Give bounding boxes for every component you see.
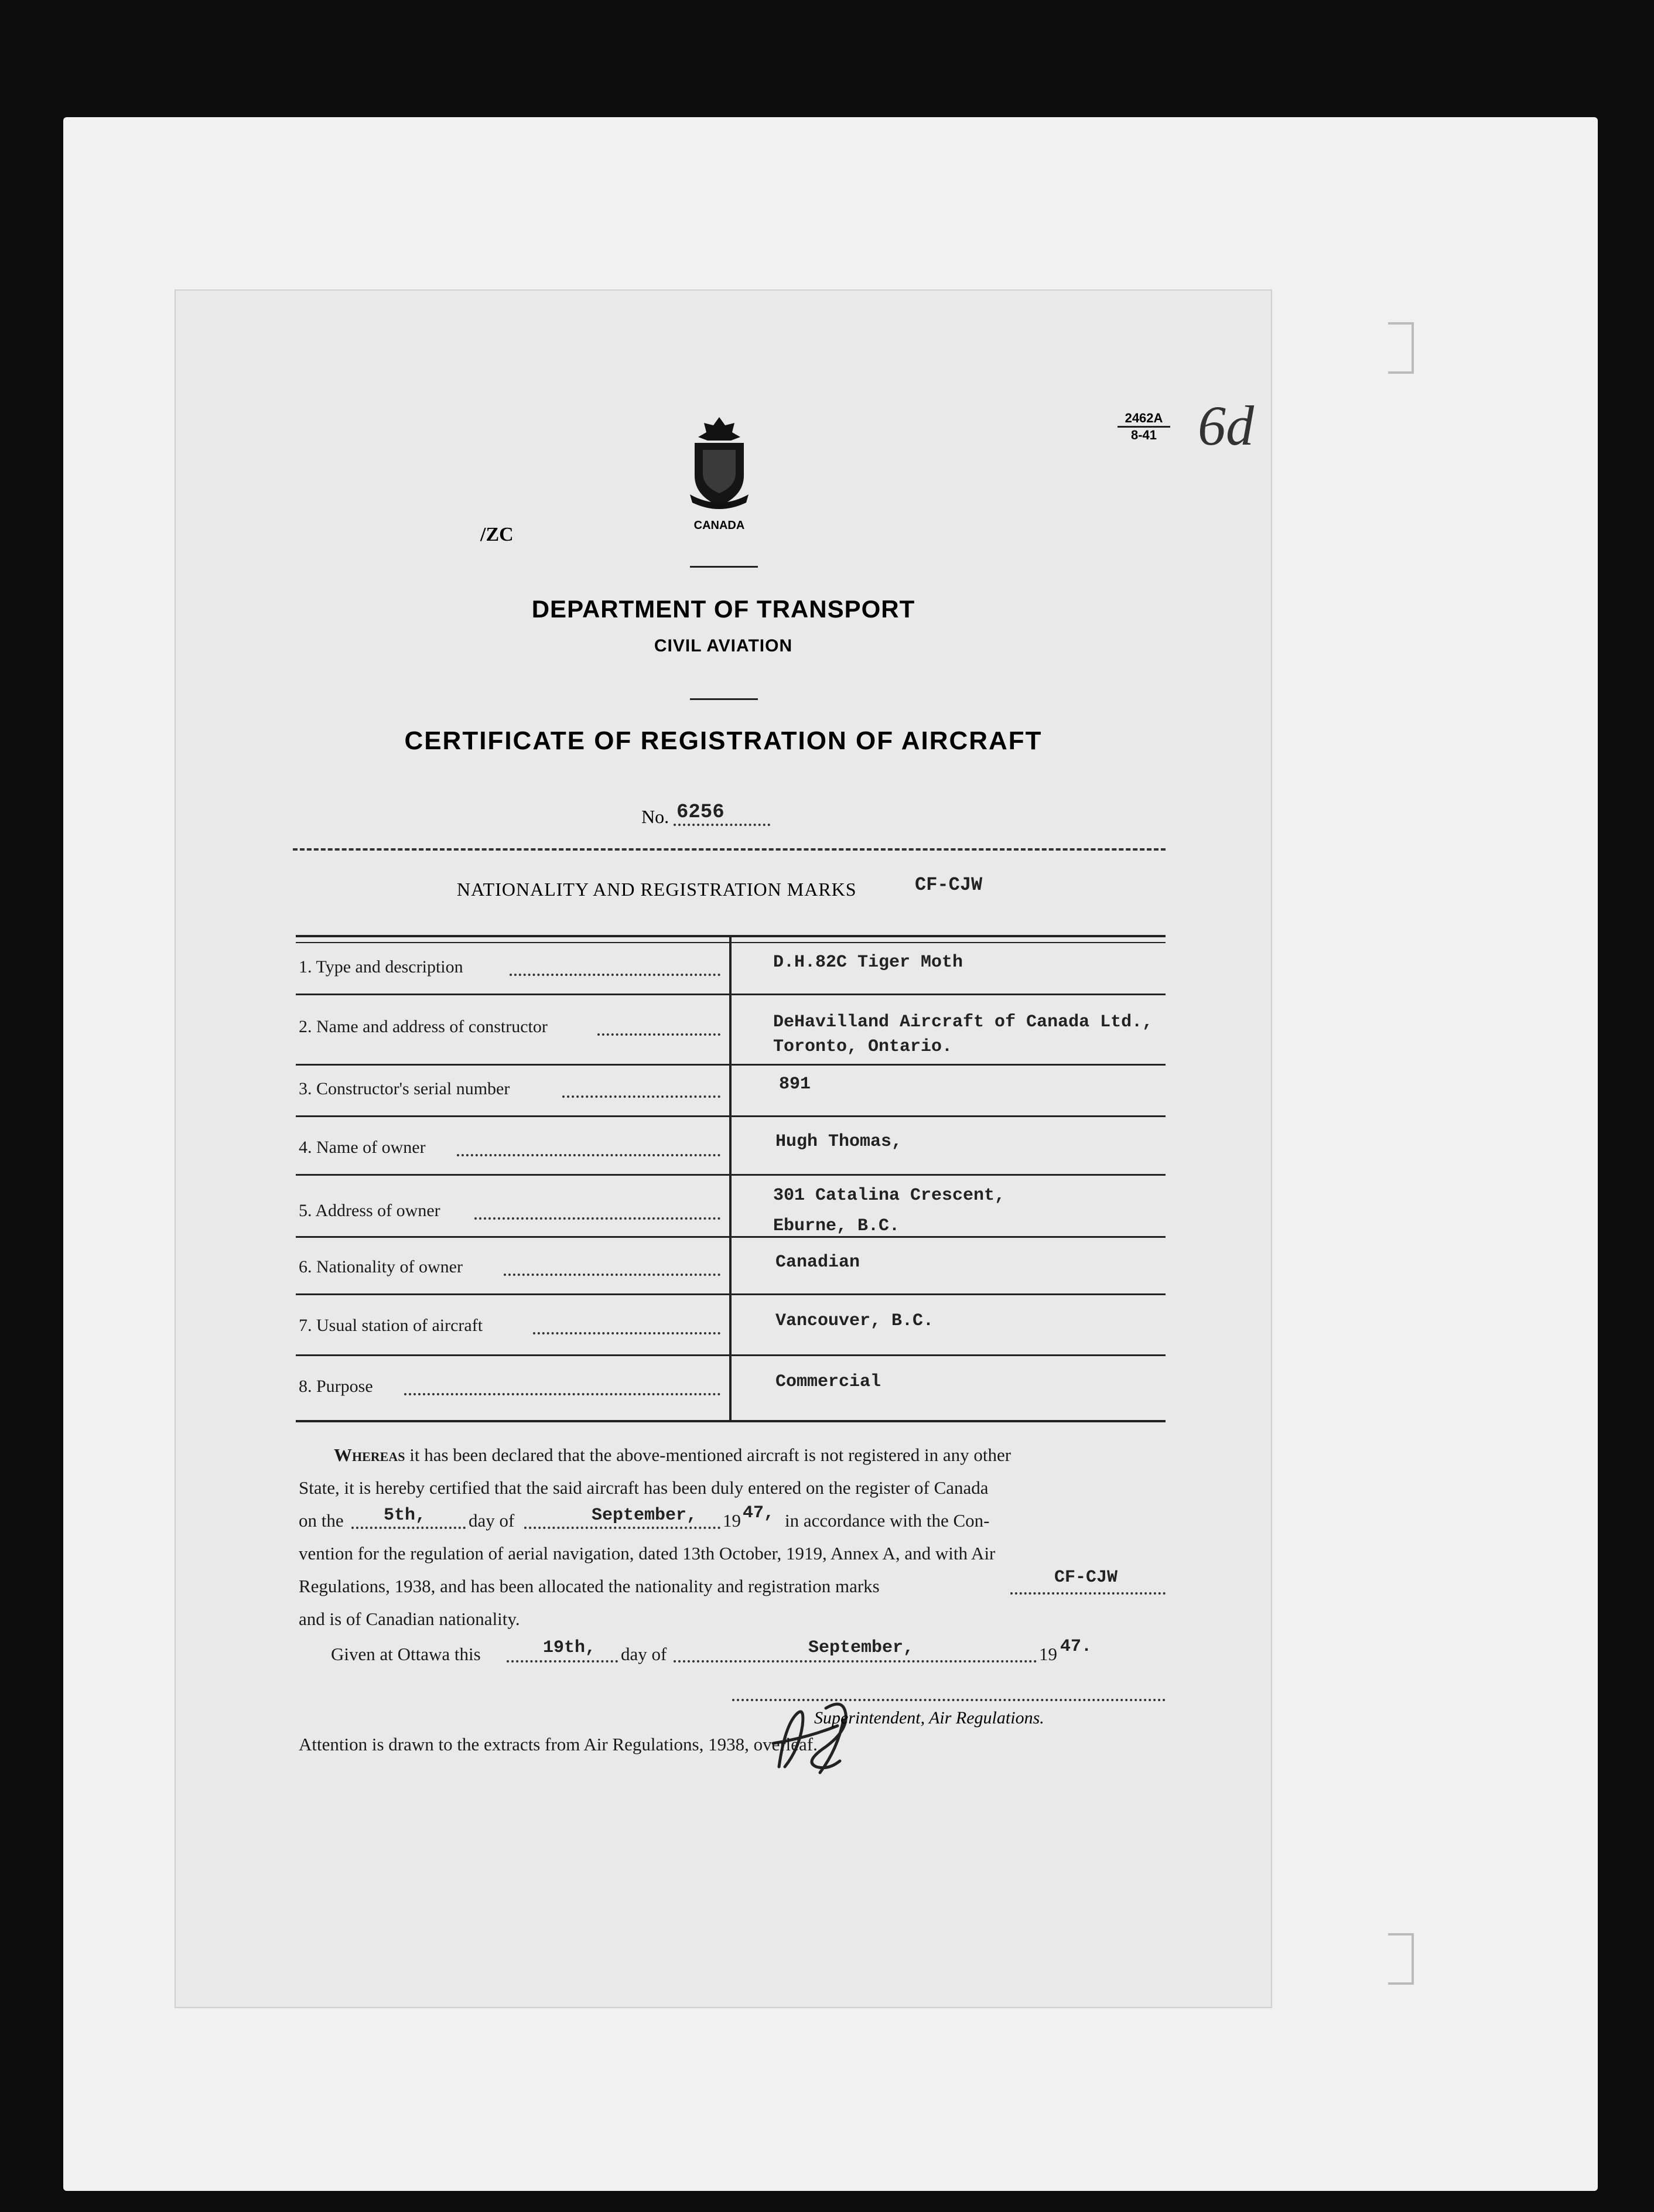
row-divider [296,994,1166,995]
handwritten-corner-mark: 6d [1198,394,1254,457]
given-text: Given at Ottawa this [331,1644,481,1664]
rule-under-branch [690,698,758,700]
attention-note: Attention is drawn to the extracts from Air Regulations, 1938, overleaf. [299,1734,818,1754]
certificate-number-label: No. [641,806,669,827]
scan-bracket-bottom [1388,1933,1414,1985]
row-label-station: 7. Usual station of aircraft [299,1316,483,1335]
nationality-marks-value: CF-CJW [915,874,983,896]
month-leader [524,1527,720,1529]
row-value-address-line1: 301 Catalina Crescent, [773,1186,1006,1206]
certificate-title: CERTIFICATE OF REGISTRATION OF AIRCRAFT [404,726,1043,755]
form-number: 2462A 8-41 [1118,411,1170,443]
row-label-purpose: 8. Purpose [299,1377,373,1396]
given-day: 19th, [543,1638,596,1658]
given-month-leader [674,1660,1037,1663]
branch-title: CIVIL AVIATION [654,636,793,656]
entered-day: 5th, [384,1506,426,1525]
row-leader [562,1095,720,1098]
signatory-title: Superintendent, Air Regulations. [814,1708,1044,1728]
given-year: 47. [1060,1637,1092,1657]
row-divider [296,1293,1166,1295]
given-day-of-text: day of [621,1644,667,1664]
row-divider [296,1064,1166,1066]
row-leader [404,1393,720,1395]
row-divider [296,1174,1166,1176]
table-column-divider [729,935,732,1422]
row-label-owner-address: 5. Address of owner [299,1201,440,1220]
given-year-prefix: 19 [1039,1644,1057,1664]
day-of-text: day of [469,1510,515,1531]
row-label-owner: 4. Name of owner [299,1138,426,1157]
scan-bracket-top [1388,322,1414,374]
certificate-form [176,291,1271,2007]
canada-coat-of-arms-icon [685,414,753,513]
whereas-line-2: State, it is hereby certified that the said aircraft has been duly entered on the register of Canada [299,1477,989,1498]
whereas-line-4: vention for the regulation of aerial navigation, dated 13th October, 1919, Annex A, and with Air [299,1543,996,1564]
given-day-leader [507,1660,618,1663]
row-leader [597,1033,720,1036]
dashed-rule [293,848,1166,851]
nationality-marks-label: NATIONALITY AND REGISTRATION MARKS [457,879,857,900]
row-value-nationality: Canadian [775,1252,860,1272]
given-month: September, [808,1638,914,1658]
row-leader [504,1274,720,1276]
row-divider [296,1236,1166,1238]
whereas-line-5: Regulations, 1938, and has been allocated the nationality and registration marks [299,1576,880,1596]
row-leader [457,1154,720,1156]
file-mark: /ZC [480,524,514,545]
row-divider [296,1115,1166,1117]
row-value-purpose: Commercial [775,1372,881,1392]
row-value-serial: 891 [779,1074,811,1094]
whereas-line-6: and is of Canadian nationality. [299,1609,520,1629]
rule-under-crest [690,566,758,568]
row-leader [533,1332,720,1334]
whereas-line-1 [334,1445,1011,1466]
table-bottom-rule [296,1420,1166,1422]
row-leader [510,974,720,976]
row-value-constructor-line2: Toronto, Ontario. [773,1037,953,1057]
entered-year: 47, [743,1503,775,1523]
entered-month: September, [592,1506,698,1525]
crest-caption: CANADA [693,519,745,532]
row-label-serial: 3. Constructor's serial number [299,1079,510,1098]
row-label-nationality: 6. Nationality of owner [299,1257,463,1276]
marks-leader [1010,1592,1166,1595]
row-value-station: Vancouver, B.C. [775,1311,934,1331]
row-value-constructor-line1: DeHavilland Aircraft of Canada Ltd., [773,1012,1153,1032]
whereas-word: Whereas [334,1445,405,1465]
on-the-text: on the [299,1510,344,1531]
year-prefix: 19 [723,1510,741,1531]
row-leader [474,1217,720,1220]
whereas-line-1-text: it has been declared that the above-mentioned aircraft is not registered in any other [409,1445,1011,1465]
row-label-constructor: 2. Name and address of constructor [299,1017,548,1036]
department-title: DEPARTMENT OF TRANSPORT [531,595,915,623]
line-3-rest: in accordance with the Con- [785,1510,990,1531]
row-divider [296,1354,1166,1356]
row-value-type: D.H.82C Tiger Moth [773,953,963,972]
day-leader [351,1527,466,1529]
certificate-number-leader [674,824,770,826]
certificate-number-value: 6256 [676,801,725,824]
row-value-address-line2: Eburne, B.C. [773,1216,900,1236]
row-label-type: 1. Type and description [299,957,463,977]
row-value-owner: Hugh Thomas, [775,1132,903,1152]
allocated-marks: CF-CJW [1054,1568,1118,1588]
